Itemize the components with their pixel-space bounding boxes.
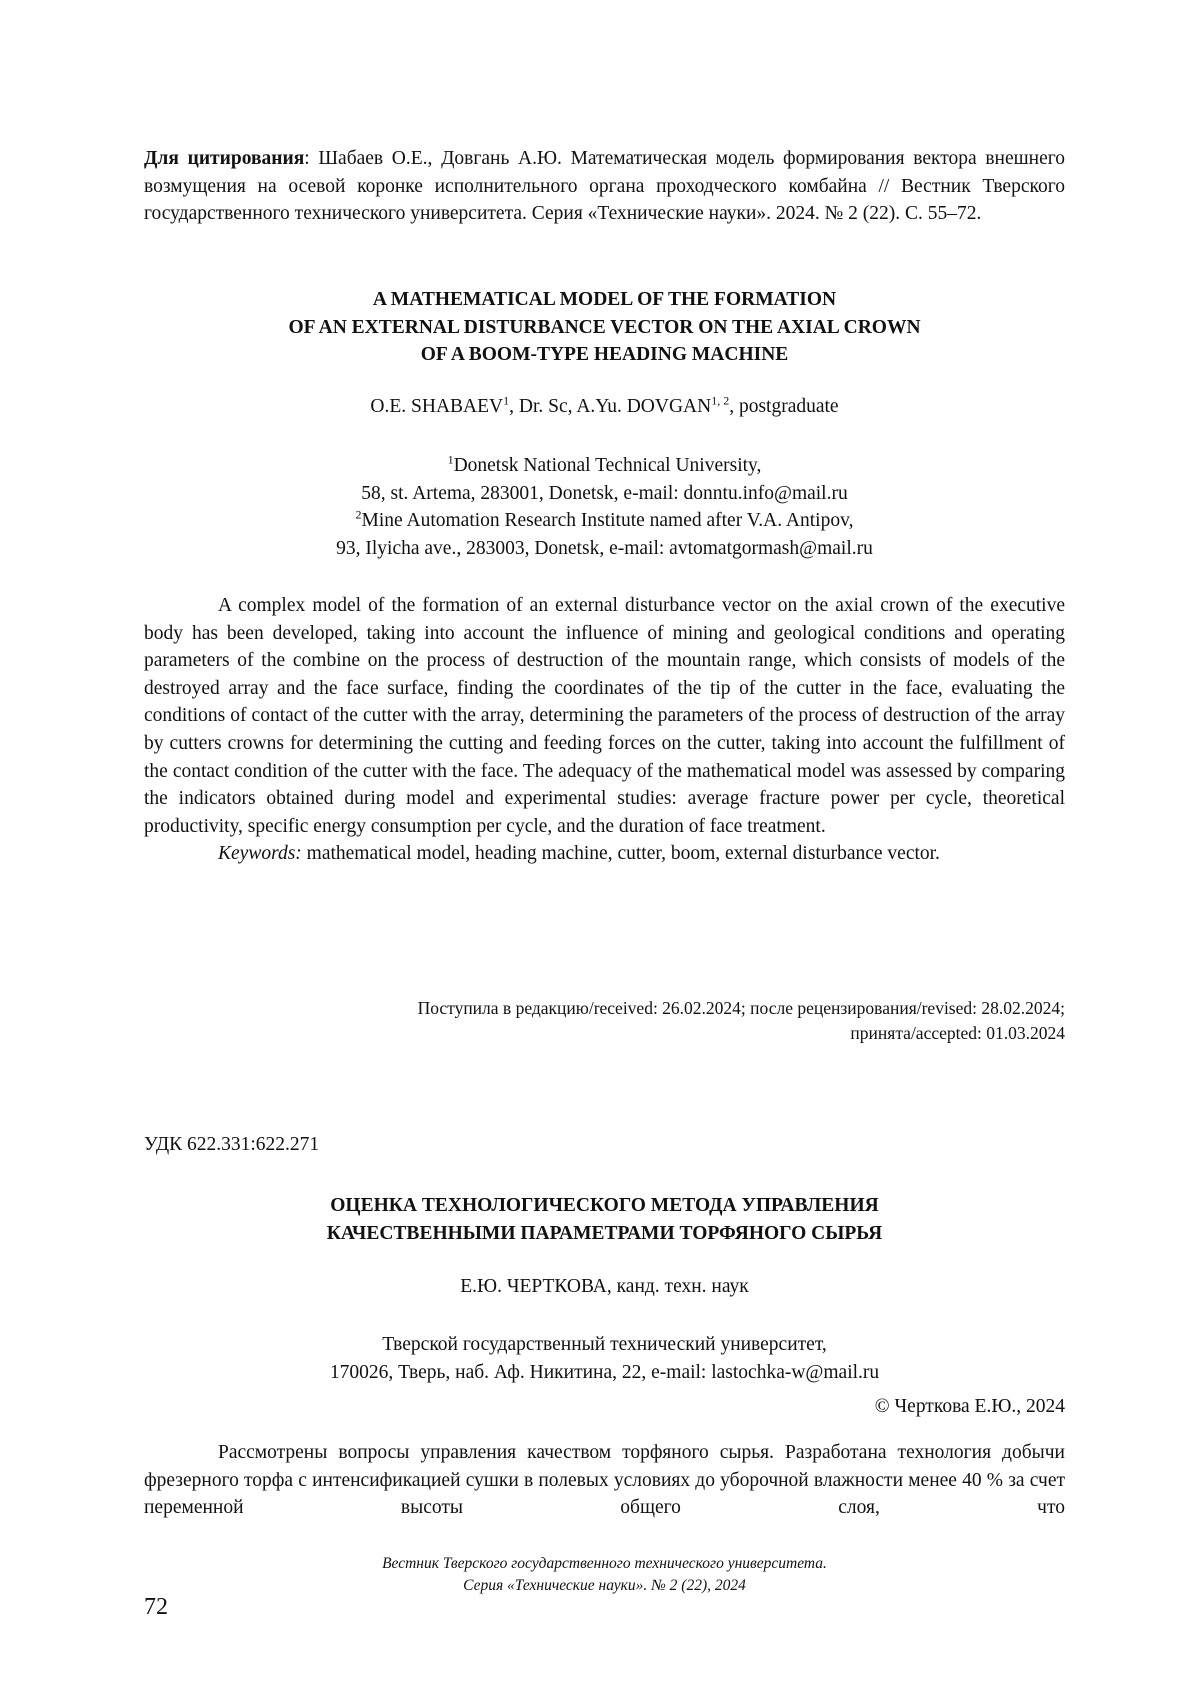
keywords-text: mathematical model, heading machine, cutter, boom, external disturbance vector.: [301, 843, 940, 865]
affiliation-mark: 1: [503, 393, 510, 408]
citation-block: [144, 145, 1065, 228]
abstract-text: Рассмотрены вопросы управления качеством торфяного сырья. Разработана технология добычи фрезерного торфа с интенсификацией сушки в полевых условиях до уборочной влажности менее 40 % за счет переменной высоты общего слоя, что: [144, 1442, 1065, 1519]
journal-name: Вестник Тверского государственного технического университета.: [382, 1555, 827, 1572]
citation-text: : Шабаев О.Е., Довгань А.Ю. Математическая модель формирования вектора внешнего возмущения на осевой коронке исполнительного органа проходческого комбайна // Вестник Тверского государственного технического университета. Серия «Технические науки». 2024. № 2 (22). С. 55–72.: [144, 148, 1065, 225]
ru-affiliation: [144, 1331, 1065, 1387]
affiliation: [144, 452, 1065, 480]
keywords: [144, 840, 1065, 868]
page-number: 72: [144, 1594, 168, 1620]
title-line: OF A BOOM-TYPE HEADING MACHINE: [420, 344, 789, 366]
copyright: © Черткова Е.Ю., 2024: [874, 1396, 1065, 1417]
affiliation-address: 93, Ilyicha ave., 283003, Donetsk, e-mail: avtomatgormash@mail.ru: [336, 537, 873, 559]
keywords-label: Keywords:: [218, 843, 302, 865]
author-degree: , postgraduate: [729, 396, 839, 417]
affiliation-name: Donetsk National Technical University,: [453, 455, 762, 476]
journal-issue: Серия «Технические науки». № 2 (22), 2024: [463, 1577, 746, 1594]
affiliation: [144, 507, 1065, 535]
title-line: OF AN EXTERNAL DISTURBANCE VECTOR ON THE AXIAL CROWN: [288, 316, 921, 338]
affiliation-name: Тверской государственный технический университет,: [382, 1334, 827, 1355]
received-line: Поступила в редакцию/received: 26.02.2024; после рецензирования/revised: 28.02.2024;: [417, 998, 1065, 1018]
citation-label: Для цитирования: [144, 148, 305, 169]
received-dates: [144, 996, 1065, 1046]
title-line: A MATHEMATICAL MODEL OF THE FORMATION: [372, 289, 837, 310]
accepted-line: принята/accepted: 01.03.2024: [850, 1023, 1065, 1043]
author-degree: , Dr. Sc,: [509, 396, 577, 417]
ru-abstract: [144, 1439, 1065, 1522]
affiliation-address: 170026, Тверь, наб. Аф. Никитина, 22, e-mail: lastochka-w@mail.ru: [329, 1362, 880, 1383]
affiliation-address: 58, st. Artema, 283001, Donetsk, e-mail: donntu.info@mail.ru: [361, 482, 848, 504]
ru-article-title: [144, 1192, 1065, 1248]
author-name: A.Yu. DOVGAN: [576, 396, 712, 417]
author-name: O.E. SHABAEV: [370, 396, 504, 417]
journal-footer: [144, 1553, 1065, 1597]
en-article-title: [144, 286, 1065, 369]
title-line: КАЧЕСТВЕННЫМИ ПАРАМЕТРАМИ ТОРФЯНОГО СЫРЬЯ: [326, 1223, 883, 1244]
udk-code: УДК 622.331:622.271: [144, 1134, 320, 1155]
en-abstract: [144, 592, 1065, 868]
en-affiliations: [144, 452, 1065, 562]
abstract-text: A complex model of the formation of an external disturbance vector on the axial crown of the executive body has been developed, taking into account the influence of mining and geological conditions and operating parameters of the combine on the process of destruction of the mountain range, which consists of models of the destroyed array and the face surface, finding the coordinates of the tip of the cutter in the face, evaluating the conditions of contact of the cutter with the array, determining the parameters of the process of destruction of the array by cutters crowns for determining the cutting and feeding forces on the cutter, taking into account the fulfillment of the contact condition of the cutter with the face. The adequacy of the mathematical model was assessed by comparing the indicators obtained during model and experimental studies: average fracture power per cycle, theoretical productivity, specific energy consumption per cycle, and the duration of face treatment.: [144, 595, 1065, 837]
affiliation-name: Mine Automation Research Institute named after V.A. Antipov,: [361, 510, 854, 532]
affiliation-mark: 2: [355, 507, 362, 522]
title-line: ОЦЕНКА ТЕХНОЛОГИЧЕСКОГО МЕТОДА УПРАВЛЕНИЯ: [330, 1195, 879, 1216]
ru-author: Е.Ю. ЧЕРТКОВА, канд. техн. наук: [460, 1276, 749, 1297]
affiliation-mark: 1: [447, 452, 454, 467]
affiliation-mark: 1, 2: [711, 393, 730, 408]
en-authors: [144, 393, 1065, 418]
